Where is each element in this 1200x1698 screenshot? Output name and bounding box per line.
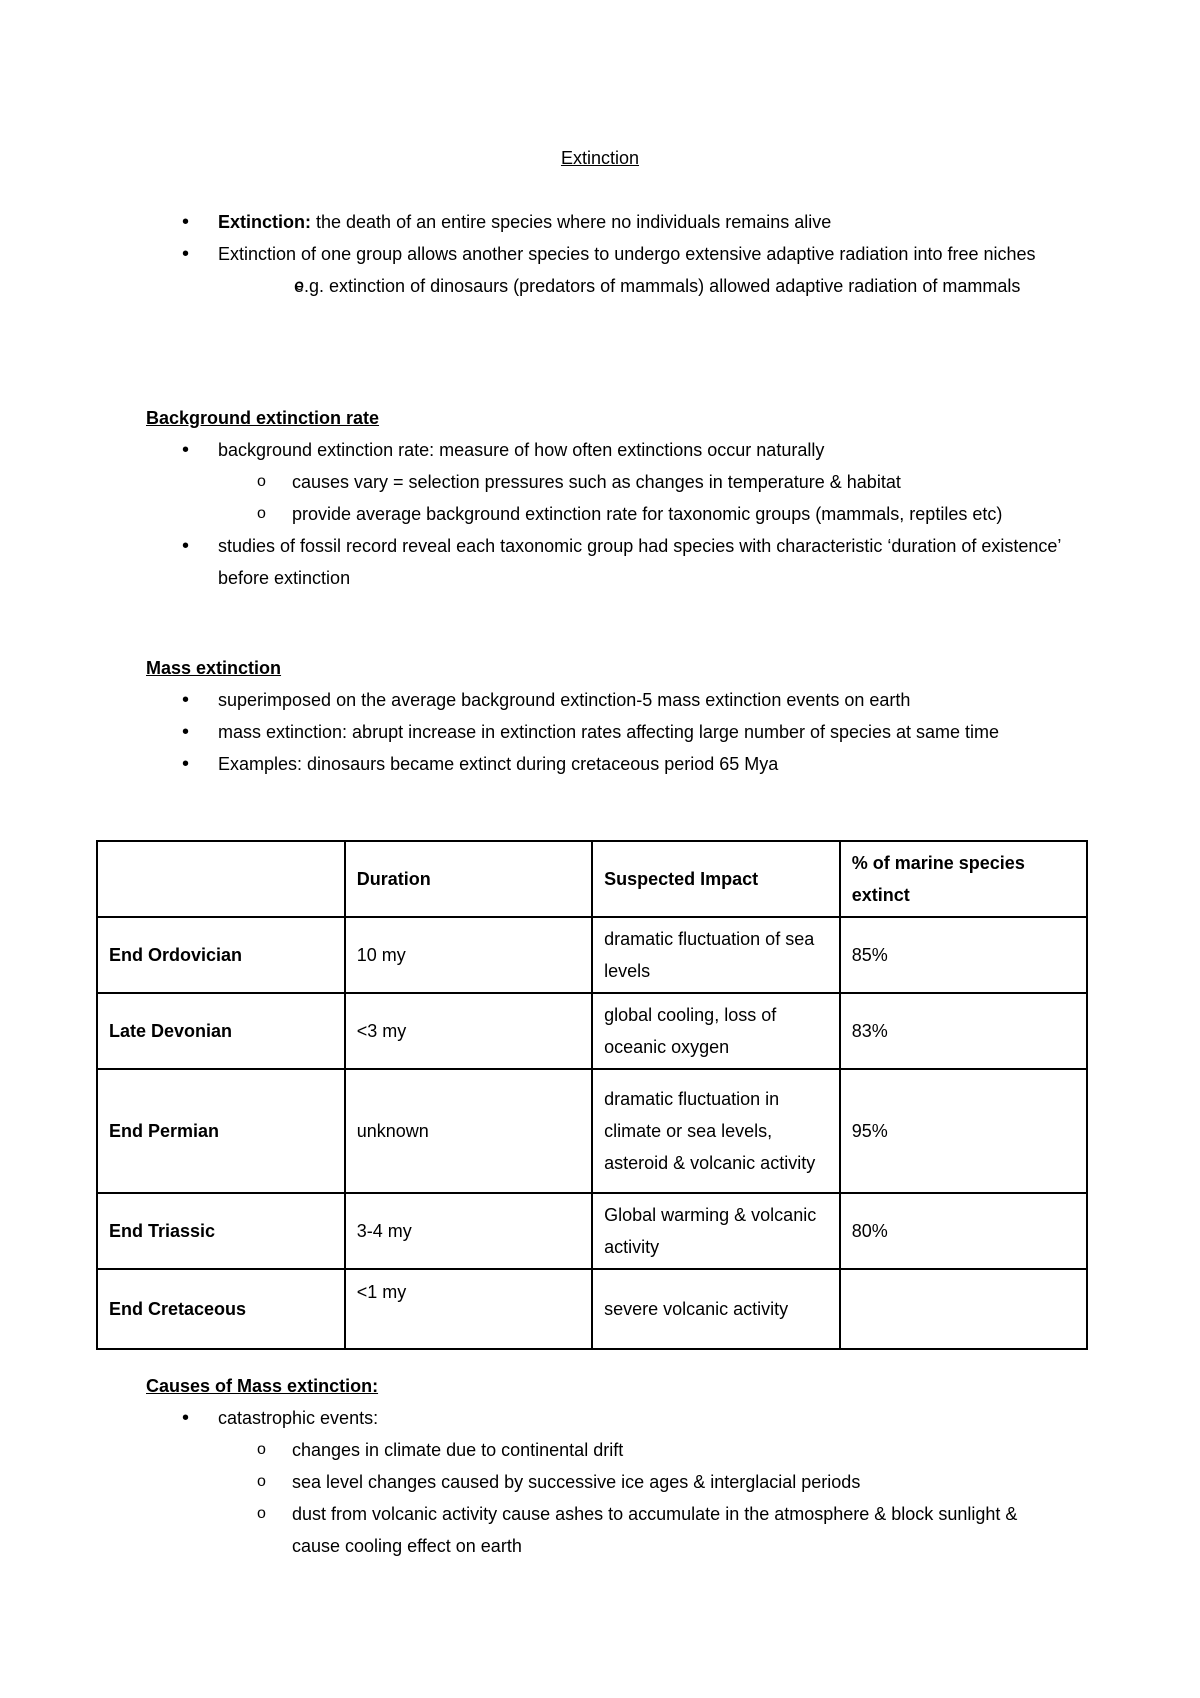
table-header-cell: % of marine species extinct <box>840 841 1087 917</box>
background-list-2 <box>0 530 1200 594</box>
item-text: mass extinction: abrupt increase in extinction rates affecting large number of species at same time <box>218 722 1000 742</box>
mass-section <box>0 684 1200 780</box>
item-text: dust from volcanic activity cause ashes to accumulate in the atmosphere & block sunlight & cause cooling effect on earth <box>292 1504 1018 1556</box>
table-cell-impact: Global warming & volcanic activity <box>592 1193 840 1269</box>
table-cell-duration: 10 my <box>345 917 592 993</box>
sub-list-item <box>0 270 1200 302</box>
item-text: superimposed on the average background extinction-5 mass extinction events on earth <box>218 690 911 710</box>
table-row <box>97 1069 1087 1193</box>
sub-list-item <box>0 466 1200 498</box>
list-item <box>0 238 1200 270</box>
table-cell-duration: <3 my <box>345 993 592 1069</box>
intro-sublist <box>0 270 1200 302</box>
table-header-cell: Duration <box>345 841 592 917</box>
table-row <box>97 1193 1087 1269</box>
mass-extinction-table <box>96 840 1088 1350</box>
list-item <box>0 748 1200 780</box>
table-header-cell: Suspected Impact <box>592 841 840 917</box>
background-section <box>0 434 1200 594</box>
background-sublist <box>0 466 1200 530</box>
causes-list <box>0 1402 1200 1434</box>
table-row <box>97 1269 1087 1349</box>
item-text: background extinction rate: measure of how often extinctions occur naturally <box>218 440 825 460</box>
table-cell-event: End Triassic <box>97 1193 345 1269</box>
item-text: catastrophic events: <box>218 1408 379 1428</box>
list-item <box>0 434 1200 466</box>
item-text: sea level changes caused by successive ice ages & interglacial periods <box>292 1472 861 1492</box>
section-heading-causes: Causes of Mass extinction: <box>146 1376 379 1396</box>
page-title: Extinction <box>560 148 640 168</box>
list-item <box>0 530 1200 594</box>
term-label: Extinction: <box>218 212 311 232</box>
list-item <box>0 684 1200 716</box>
table-cell-impact: global cooling, loss of oceanic oxygen <box>592 993 840 1069</box>
item-text: e.g. extinction of dinosaurs (predators of mammals) allowed adaptive radiation of mammals <box>294 276 1021 296</box>
table-cell-event: End Cretaceous <box>97 1269 345 1349</box>
intro-section <box>0 206 1200 302</box>
table-row <box>97 917 1087 993</box>
mass-list <box>0 684 1200 780</box>
table-cell-duration: 3-4 my <box>345 1193 592 1269</box>
intro-list <box>0 206 1200 270</box>
sub-list-item <box>0 1498 1200 1562</box>
item-text: changes in climate due to continental drift <box>292 1440 624 1460</box>
table-cell-percent: 95% <box>840 1069 1087 1193</box>
table-cell-event: End Ordovician <box>97 917 345 993</box>
table-header-cell <box>97 841 345 917</box>
item-text: Examples: dinosaurs became extinct during cretaceous period 65 Mya <box>218 754 779 774</box>
table-cell-impact: dramatic fluctuation in climate or sea levels, asteroid & volcanic activity <box>592 1069 840 1193</box>
table-header-row <box>97 841 1087 917</box>
table-cell-event: Late Devonian <box>97 993 345 1069</box>
table-cell-impact: severe volcanic activity <box>592 1269 840 1349</box>
table-cell-percent: 80% <box>840 1193 1087 1269</box>
item-text: Extinction of one group allows another species to undergo extensive adaptive radiation into free niches <box>218 244 1036 264</box>
sub-list-item <box>0 1466 1200 1498</box>
item-text: studies of fossil record reveal each taxonomic group had species with characteristic ‘duration of existence’ before extinction <box>218 536 1061 588</box>
item-text: causes vary = selection pressures such as changes in temperature & habitat <box>292 472 901 492</box>
background-list <box>0 434 1200 466</box>
list-item <box>0 716 1200 748</box>
item-text: provide average background extinction rate for taxonomic groups (mammals, reptiles etc) <box>292 504 1003 524</box>
table-cell-percent: 83% <box>840 993 1087 1069</box>
item-text: the death of an entire species where no individuals remains alive <box>311 212 832 232</box>
section-heading-mass: Mass extinction <box>146 658 282 678</box>
table-cell-duration: unknown <box>345 1069 592 1193</box>
table-cell-percent: 85% <box>840 917 1087 993</box>
sub-list-item <box>0 498 1200 530</box>
section-heading-background: Background extinction rate <box>146 408 380 428</box>
table-cell-duration: <1 my <box>345 1269 592 1349</box>
causes-section <box>0 1402 1200 1562</box>
table-cell-event: End Permian <box>97 1069 345 1193</box>
list-item <box>0 206 1200 238</box>
table-cell-impact: dramatic fluctuation of sea levels <box>592 917 840 993</box>
table-row <box>97 993 1087 1069</box>
causes-sublist <box>0 1434 1200 1562</box>
sub-list-item <box>0 1434 1200 1466</box>
list-item <box>0 1402 1200 1434</box>
table-cell-percent <box>840 1269 1087 1349</box>
